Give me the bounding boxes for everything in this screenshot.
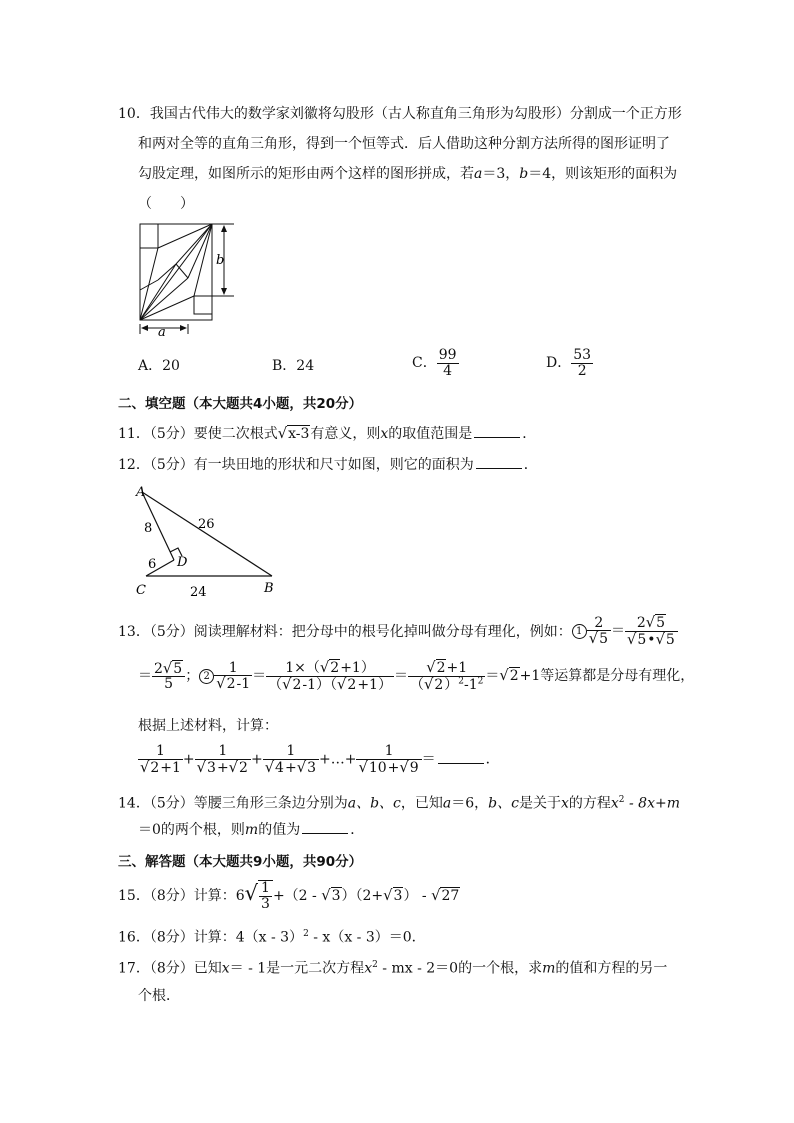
- section-2-heading: 二、填空题（本大题共4小题，共20分）: [118, 396, 363, 412]
- q12-length-CB: 24: [190, 585, 207, 600]
- q13-sum-expression: $\frac{1}{√2+1}$ + $\frac{1}{√3+√2}$ + $\frac{1}{√4+√3}$ +…+ $\frac{1}{√10+√9}$ ＝ ．: [140, 743, 500, 776]
- q12-label-A: A: [136, 485, 146, 500]
- q11-line: 11．（5分）要使二次根式√x-3有意义，则x的取值范围是 ．: [118, 425, 537, 442]
- q10-option-a: A．20: [138, 358, 180, 374]
- q14-line2: ＝0的两个根，则m的值为 ．: [138, 822, 365, 838]
- q10-label-b: b: [216, 253, 225, 268]
- q13-line1: 13．（5分）阅读理解材料：把分母中的根号化掉叫做分母有理化，例如： 1 $\frac{2}{√5}$ ＝ $\frac{2√5}{√5•√5}$: [118, 615, 678, 647]
- q10-label-a: a: [158, 325, 166, 340]
- section-3-heading: 三、解答题（本大题共9小题，共90分）: [118, 854, 363, 870]
- q10-option-c: C． $\frac{99}{4}$: [412, 347, 457, 379]
- q10-option-b: B．24: [272, 358, 315, 374]
- q13-blank: [438, 762, 484, 764]
- q12-label-B: B: [264, 581, 274, 596]
- q12-label-C: C: [136, 583, 146, 598]
- q12-blank: [476, 467, 522, 469]
- q15-line: 15．（8分）计算：6√ $\frac{1}{3}$ +（2 - √3）（2+√3） - √27: [118, 880, 460, 912]
- q10-line2: 和两对全等的直角三角形，得到一个恒等式．后人借助这种分割方法所得的图形证明了: [138, 136, 670, 152]
- q12-length-AB: 26: [198, 517, 215, 532]
- q11-blank: [474, 436, 520, 438]
- q16-line: 16．（8分）计算：4（x - 3）$^2$ - x（x - 3）＝0．: [118, 929, 426, 946]
- q10-option-d-fraction: $\frac{53}{2}$: [573, 347, 592, 379]
- q10-answer-paren: （ ）: [138, 196, 194, 212]
- q13-line2: ＝ $\frac{2√5}{5}$ ； 2 $\frac{1}{√2-1}$ ＝ $\frac{1\times(√2+1)}{(√2-1)(√2+1)}$ ＝ $\frac{√2+1}{(√2)^2-1^2}$ ＝√2+1等运算都是分母有理化，: [138, 659, 695, 693]
- q10-line3: 勾股定理，如图所示的矩形由两个这样的图形拼成，若a＝3，b＝4，则该矩形的面积为: [138, 166, 678, 182]
- q17-line2: 个根．: [138, 988, 180, 1004]
- q10-option-d: D． $\frac{53}{2}$: [546, 347, 592, 379]
- q17-line1: 17．（8分）已知x＝ - 1是一元二次方程$x^2$ - mx - 2＝0的一个根，求m的值和方程的另一: [118, 960, 668, 977]
- q12-label-D: D: [177, 555, 188, 570]
- q14-blank: [302, 832, 348, 834]
- q12-length-AD: 8: [144, 521, 153, 536]
- q10-option-c-fraction: $\frac{99}{4}$: [438, 347, 457, 379]
- q12-line: 12．（5分）有一块田地的形状和尺寸如图，则它的面积为 ．: [118, 457, 538, 473]
- q10-line1: 10．我国古代伟大的数学家刘徽将勾股形（古人称直角三角形为勾股形）分割成一个正方形: [118, 106, 682, 122]
- q13-line3: 根据上述材料，计算：: [138, 718, 278, 734]
- q10-rectangle-figure: [136, 220, 246, 340]
- q14-line1: 14．（5分）等腰三角形三条边分别为a、b、c，已知a＝6，b、c是关于x的方程$x^2 - 8x+m$: [118, 795, 680, 812]
- q12-triangle-figure: [132, 484, 292, 604]
- q11-radical: √x-3: [277, 425, 310, 442]
- q12-length-CD: 6: [148, 557, 157, 572]
